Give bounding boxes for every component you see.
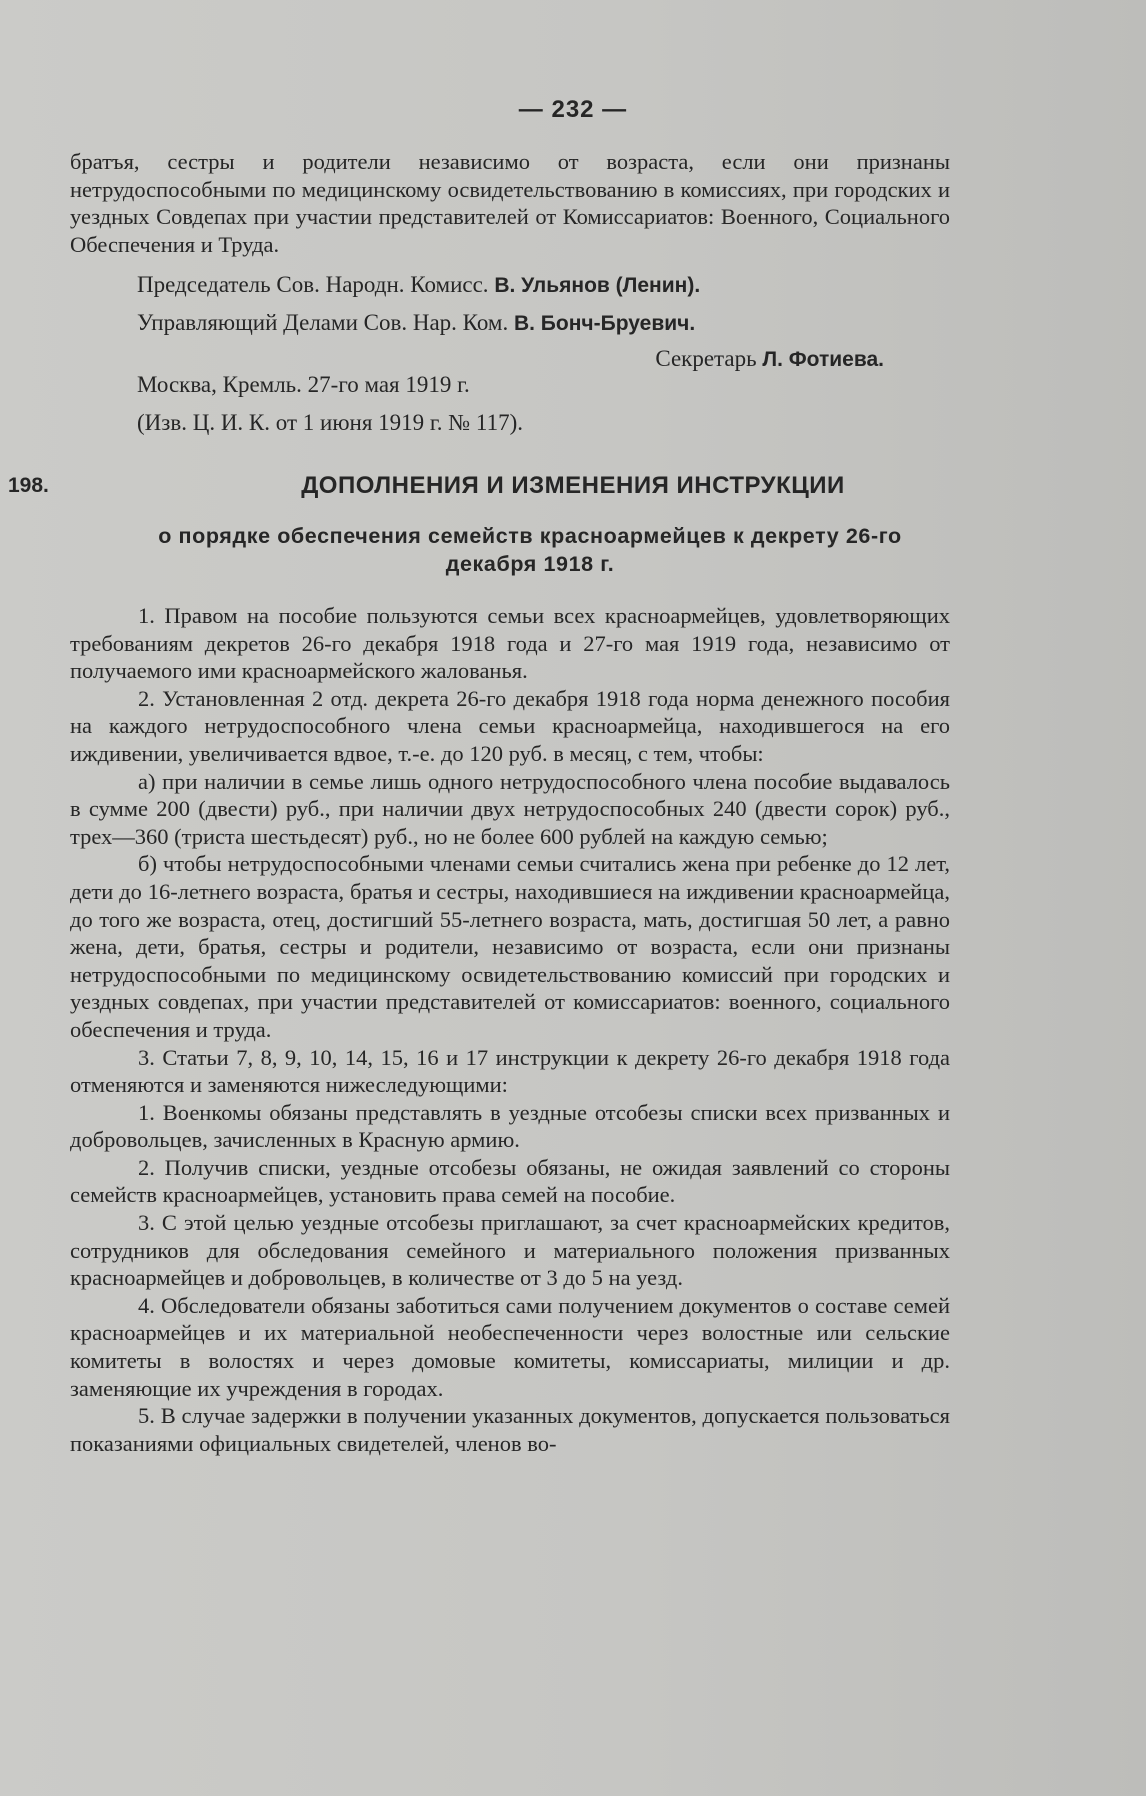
place-date: Москва, Кремль. 27-го мая 1919 г. <box>137 372 470 397</box>
secretary-signature-line <box>655 346 884 372</box>
body-paragraph: 3. С этой целью уездные отсобезы приглашают, за счет красноармейских кредитов, сотрудников для обследования семейного и материального положения призванных красноармейцев и добровольцев, в количестве от 3 до 5 на уезд. <box>70 1210 950 1291</box>
document-subtitle: о порядке обеспечения семейств красноармейцев к декрету 26-го декабря 1918 г. <box>158 524 902 576</box>
page-number: — 232 — <box>518 96 628 123</box>
document-body <box>70 602 950 1457</box>
body-paragraph: б) чтобы нетрудоспособными членами семьи считались жена при ребенке до 12 лет, дети до 16-летнего возраста, братья и сестры, находившиеся на иждивении красноармейца, до того же возраста, отец, достигший 55-летнего возраста, мать, достигшая 50 лет, а равно жена, дети, братья, сестры и родители, независимо от возраста, если они признаны нетрудоспособными по медицинскому освидетельствованию комиссий при городских и уездных совдепах, при участии представителей от комиссариатов: военного, социального обеспечения и труда. <box>70 851 950 1042</box>
body-paragraph: 5. В случае задержки в получении указанных документов, допускается пользоваться показаниями официальных свидетелей, членов во- <box>70 1403 950 1456</box>
manager-name: В. Бонч-Бруевич. <box>513 312 696 335</box>
chairman-name: В. Ульянов (Ленин). <box>494 274 701 297</box>
source-reference: (Изв. Ц. И. К. от 1 июня 1919 г. № 117). <box>137 410 523 435</box>
document-number: 198. <box>8 474 49 497</box>
chairman-title: Председатель Сов. Народн. Комисс. <box>137 272 489 297</box>
secretary-name: Л. Фотиева. <box>762 348 884 371</box>
intro-paragraph: братъя, сестры и родители независимо от возраста, если они признаны нетрудоспособными по медицинскому освидетельствованию в комиссиях, при городских и уездных Совдепах при участии представителей от Комиссариатов: Военного, Социального Обеспечения и Труда. <box>70 149 950 257</box>
document-title: ДОПОЛНЕНИЯ И ИЗМЕНЕНИЯ ИНСТРУКЦИИ <box>301 472 845 499</box>
intro-paragraph-block <box>70 148 950 258</box>
body-paragraph: 3. Статьи 7, 8, 9, 10, 14, 15, 16 и 17 инструкции к декрету 26-го декабря 1918 года отменяются и заменяются нижеследующими: <box>70 1044 950 1098</box>
body-paragraph: а) при наличии в семье лишь одного нетрудоспособного члена пособие выдавалось в сумме 200 (двести) руб., при наличии двух нетрудоспособных 240 (двести сорок) руб., трех—360 (триста шестьдесят) руб., но не более 600 рублей на каждую семью; <box>70 768 950 849</box>
place-date-line <box>137 372 470 398</box>
body-paragraph: 1. Правом на пособие пользуются семьи всех красноармейцев, удовлетворяющих требованиям декретов 26-го декабря 1918 года и 27-го мая 1919 года, независимо от получаемого ими красноармейского жалованья. <box>70 603 950 684</box>
secretary-title: Секретарь <box>655 346 757 371</box>
source-line <box>137 410 523 436</box>
body-paragraph: 2. Установленная 2 отд. декрета 26-го декабря 1918 года норма денежного пособия на каждого нетрудоспособного члена семьи красноармейца, находившегося на его иждивении, увеличивается вдвое, т.-е. до 120 руб. в месяц, с тем, чтобы: <box>70 685 950 766</box>
body-paragraph: 4. Обследователи обязаны заботиться сами получением документов о составе семей красноармейцев и их материальной необеспеченности через волостные или сельские комитеты в волостях и через домовые комитеты, комиссариаты, милиции и др. заменяющие их учреждения в городах. <box>70 1292 950 1401</box>
chairman-signature-line <box>137 272 700 298</box>
manager-signature-line <box>137 310 695 336</box>
body-paragraph: 1. Военкомы обязаны представлять в уездные отсобезы списки всех призванных и добровольцев, зачисленных в Красную армию. <box>70 1099 950 1153</box>
body-paragraph: 2. Получив списки, уездные отсобезы обязаны, не ожидая заявлений со стороны семейств красноармейцев, установить права семей на пособие. <box>70 1154 950 1208</box>
manager-title: Управляющий Делами Сов. Нар. Ком. <box>137 310 509 335</box>
